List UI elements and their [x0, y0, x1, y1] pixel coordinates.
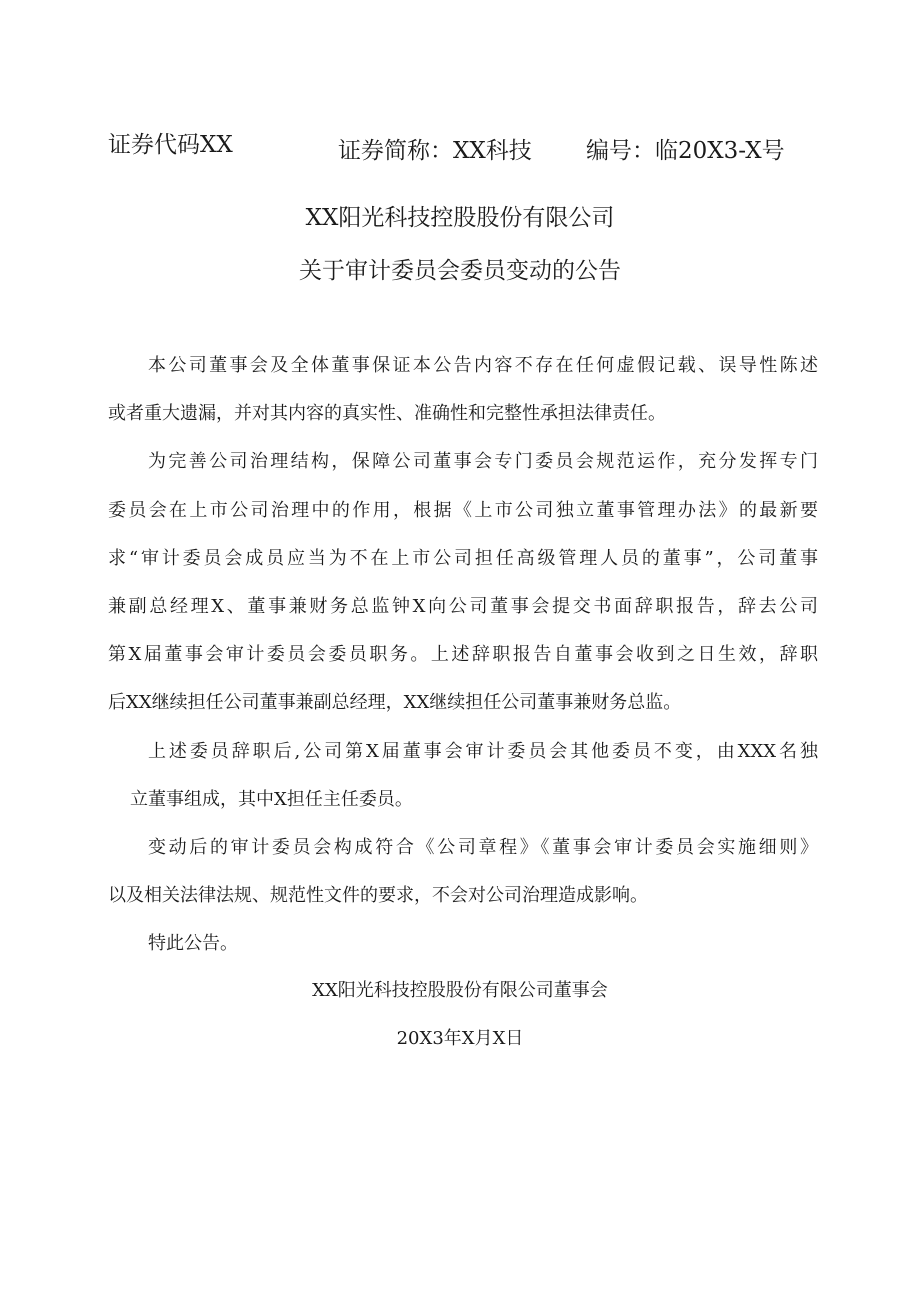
p2-line1: 为完善公司治理结构，保障公司董事会专门委员会规范运作，充分发挥专门	[148, 451, 818, 473]
title-company: XX阳光科技控股股份有限公司	[305, 205, 615, 231]
p2-line3: 求“审计委员会成员应当为不在上市公司担任高级管理人员的董事”，公司董事	[108, 547, 818, 569]
announcement-body	[108, 342, 818, 968]
p1-line2: 或者重大遗漏，并对其内容的真实性、准确性和完整性承担法律责任。	[108, 403, 666, 425]
signature-date: 20X3年X月X日	[396, 1028, 524, 1049]
p2-line2: 委员会在上市公司治理中的作用，根据《上市公司独立董事管理办法》的最新要	[108, 499, 818, 521]
signature-company: XX阳光科技控股股份有限公司董事会	[312, 980, 608, 1001]
stock-name: 证券简称：XX科技	[338, 138, 532, 164]
p4-line2: 以及相关法律法规、规范性文件的要求，不会对公司治理造成影响。	[108, 885, 648, 907]
p5-line1: 特此公告。	[148, 933, 238, 955]
p2-line6: 后XX继续担任公司董事兼副总经理，XX继续担任公司董事兼财务总监。	[108, 692, 682, 714]
stock-code: 证券代码XX	[108, 132, 233, 158]
title-subject: 关于审计委员会委员变动的公告	[299, 258, 621, 284]
p3-line1: 上述委员辞职后,公司第X届董事会审计委员会其他委员不变，由XXX名独	[148, 740, 818, 762]
p4-line1: 变动后的审计委员会构成符合《公司章程》《董事会审计委员会实施细则》	[148, 836, 818, 858]
p1-line1: 本公司董事会及全体董事保证本公告内容不存在任何虚假记载、误导性陈述	[148, 355, 818, 376]
serial-number: 编号：临20X3-X号	[586, 138, 785, 164]
p2-line5: 第X届董事会审计委员会委员职务。上述辞职报告自董事会收到之日生效，辞职	[108, 644, 818, 666]
p3-line2: 立董事组成，其中X担任主任委员。	[130, 788, 413, 810]
p2-line4: 兼副总经理X、董事兼财务总监钟X向公司董事会提交书面辞职报告，辞去公司	[108, 595, 818, 617]
